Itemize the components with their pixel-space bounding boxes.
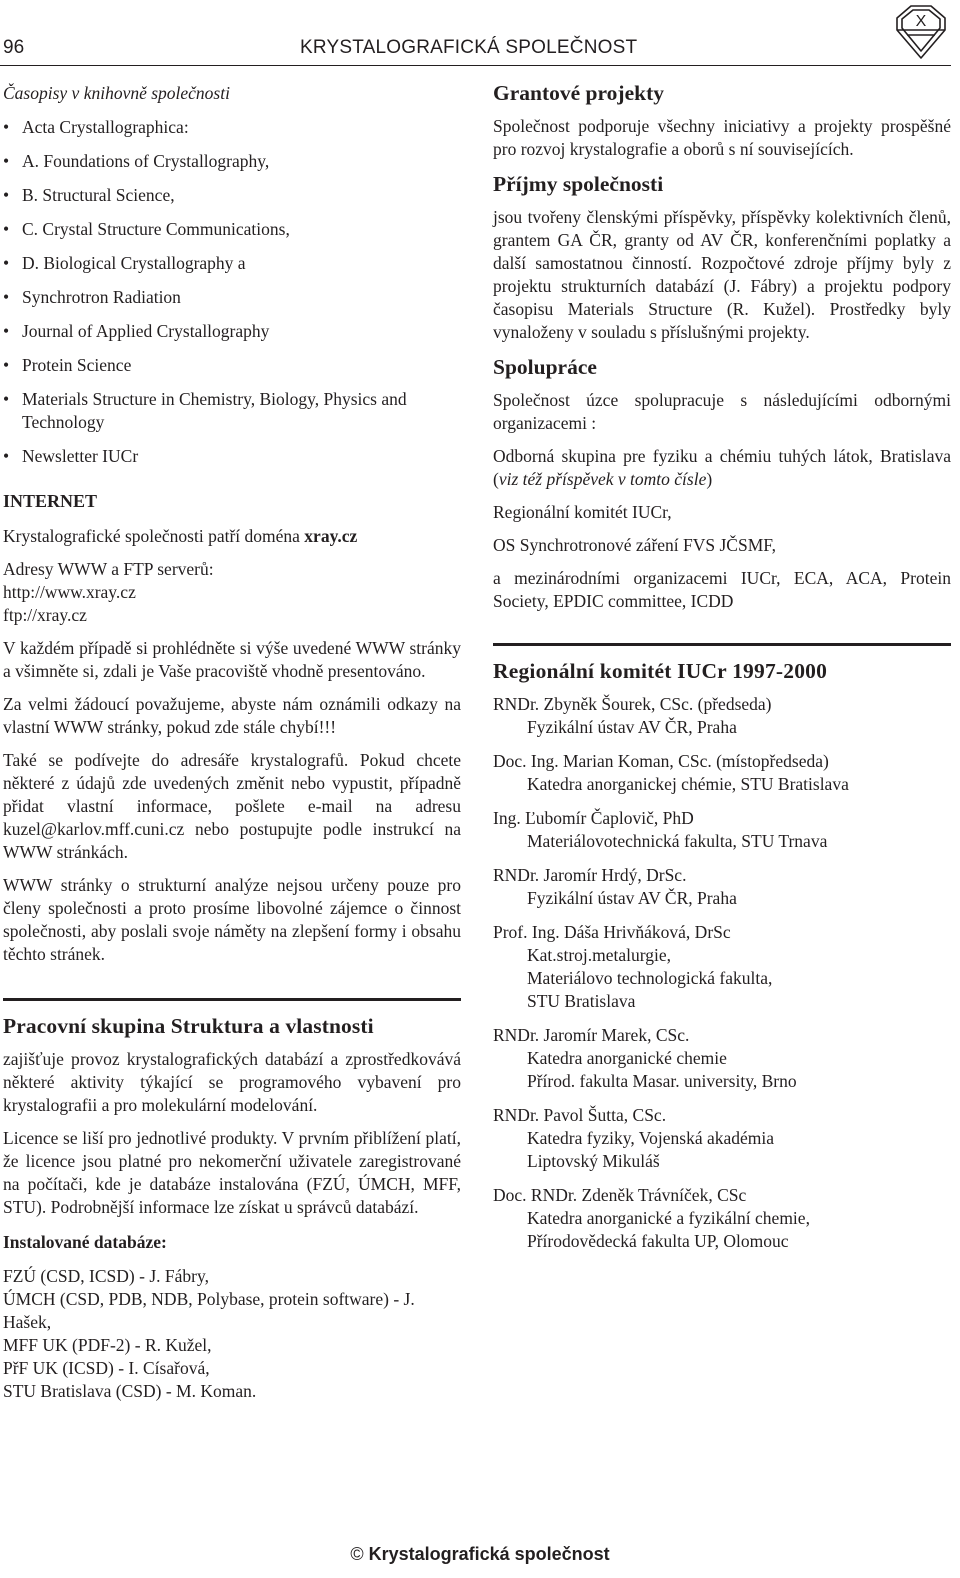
running-title: KRYSTALOGRAFICKÁ SPOLEČNOST: [300, 37, 638, 58]
committee-member: [493, 1024, 951, 1093]
list-item: • Materials Structure in Chemistry, Biology, Physics and Technology: [3, 388, 461, 434]
member-affiliation: Přírodovědecká fakulta UP, Olomouc: [527, 1231, 789, 1251]
member-affiliation: Kat.stroj.metalurgie,: [527, 945, 672, 965]
member-affiliation: Katedra anorganickej chémie, STU Bratislava: [527, 774, 849, 794]
ftp-link[interactable]: ftp://xray.cz: [3, 605, 87, 625]
member-affiliation: Liptovský Mikuláš: [527, 1151, 660, 1171]
internet-heading: INTERNET: [3, 491, 98, 511]
list-item: • D. Biological Crystallography a: [3, 252, 461, 275]
servers-label: Adresy WWW a FTP serverů:: [3, 559, 214, 579]
domain-link[interactable]: xray.cz: [304, 526, 358, 546]
list-item: FZÚ (CSD, ICSD) - J. Fábry,: [3, 1266, 209, 1286]
cooperation-org-1: [493, 445, 951, 491]
member-affiliation: STU Bratislava: [527, 991, 636, 1011]
journals-list: [3, 116, 461, 468]
working-group-heading: Pracovní skupina Struktura a vlastnosti: [3, 1014, 374, 1038]
databases-list: [3, 1265, 461, 1403]
society-logo: [893, 4, 949, 62]
committee-member: [493, 693, 951, 739]
member-affiliation: Fyzikální ústav AV ČR, Praha: [527, 717, 737, 737]
footer-text: Krystalografická společnost: [368, 1544, 610, 1564]
header-rule: [0, 65, 951, 66]
member-name: Doc. RNDr. Zdeněk Trávníček, CSc: [493, 1185, 747, 1205]
internet-paragraph-3: Také se podívejte do adresáře krystalografů. Pokud chcete některé z údajů zde uvedených změnit nebo vypustit, případně přidat vlastní informace, pošlete e-mail na adresu kuzel@karlov.mff.cuni.cz nebo postupujte podle instrukcí na WWW stránkách.: [3, 750, 461, 862]
list-item: MFF UK (PDF-2) - R. Kužel,: [3, 1335, 212, 1355]
grants-heading: Grantové projekty: [493, 81, 664, 105]
cooperation-org-4: a mezinárodními organizacemi IUCr, ECA, ACA, Protein Society, EPDIC committee, ICDD: [493, 568, 951, 611]
member-name: RNDr. Jaromír Hrdý, DrSc.: [493, 865, 687, 885]
domain-text: Krystalografické společnosti patří doména: [3, 526, 305, 546]
committee-member: [493, 807, 951, 853]
committee-heading: Regionální komitét IUCr 1997-2000: [493, 659, 828, 683]
cooperation-intro: Společnost úzce spolupracuje s následujícími odbornými organizacemi :: [493, 390, 951, 433]
copyright-icon: ©: [350, 1544, 364, 1564]
member-affiliation: Katedra anorganické chemie: [527, 1048, 727, 1068]
income-text: jsou tvořeny členskými příspěvky, příspěvky kolektivních členů, grantem GA ČR, granty od AV ČR, konferenčními poplatky a další samostatnou činností. Rozpočtové zdroje příjmy byly z projektu strukturních databází (J. Fábry) a projektu podpory časopisu Materials Structure (R. Kužel). Prostředky byly vynaloženy v souladu s příslušnými projekty.: [493, 207, 951, 342]
page-header: [0, 0, 960, 70]
list-item: • Journal of Applied Crystallography: [3, 320, 461, 343]
member-name: Prof. Ing. Dáša Hrivňáková, DrSc: [493, 922, 731, 942]
member-affiliation: Katedra fyziky, Vojenská akadémia: [527, 1128, 775, 1148]
section-divider: [3, 998, 461, 1001]
committee-member: [493, 921, 951, 1013]
org-1-note: viz též příspěvek v tomto čísle: [498, 469, 707, 489]
list-item: • Acta Crystallographica:: [3, 116, 461, 139]
org-1-text: Odborná skupina pre fyziku a chémiu tuhých látok, Bratislava (: [493, 446, 951, 489]
list-item: PřF UK (ICSD) - I. Císařová,: [3, 1358, 210, 1378]
list-item: • A. Foundations of Crystallography,: [3, 150, 461, 173]
member-affiliation: Materiálovo technologická fakulta,: [527, 968, 773, 988]
committee-member: [493, 1184, 951, 1253]
committee-member: [493, 864, 951, 910]
member-affiliation: Materiálovotechnická fakulta, STU Trnava: [527, 831, 828, 851]
working-group-paragraph-1: zajišťuje provoz krystalografických databází a zprostředkovává některé aktivity týkající se programového vybavení pro krystalografii a pro molekulární modelování.: [3, 1049, 461, 1115]
member-name: RNDr. Zbyněk Šourek, CSc. (předseda): [493, 694, 772, 714]
journals-heading: Časopisy v knihovně společnosti: [3, 83, 230, 103]
left-column: [3, 82, 461, 1403]
list-item: • Protein Science: [3, 354, 461, 377]
page-number: 96: [3, 37, 25, 58]
right-column: [493, 82, 951, 1264]
list-item: ÚMCH (CSD, PDB, NDB, Polybase, protein software) - J. Hašek,: [3, 1289, 415, 1332]
member-name: RNDr. Jaromír Marek, CSc.: [493, 1025, 690, 1045]
member-affiliation: Přírod. fakulta Masar. university, Brno: [527, 1071, 797, 1091]
cooperation-org-2: Regionální komitét IUCr,: [493, 502, 672, 522]
internet-paragraph-4: WWW stránky o strukturní analýze nejsou určeny pouze pro členy společnosti a proto prosíme libovolné zájemce o činnost společnosti, aby poslali svoje náměty na zlepšení formy i obsahu těchto stránek.: [3, 875, 461, 964]
member-name: RNDr. Pavol Šutta, CSc.: [493, 1105, 667, 1125]
list-item: STU Bratislava (CSD) - M. Koman.: [3, 1381, 257, 1401]
org-1-close: ): [706, 469, 713, 489]
internet-paragraph-2: Za velmi žádoucí považujeme, abyste nám oznámili odkazy na vlastní WWW stránky, pokud zde stále chybí!!!: [3, 694, 461, 737]
working-group-paragraph-2: Licence se liší pro jednotlivé produkty. V prvním přiblížení platí, že licence jsou platné pro nekomerční uživatele zaregistrované na počítači, kde je databáze instalována (FZÚ, ÚMCH, MFF, STU). Podrobnější informace lze získat u správců databází.: [3, 1128, 461, 1217]
member-affiliation: Katedra anorganické a fyzikální chemie,: [527, 1208, 810, 1228]
committee-member: [493, 750, 951, 796]
member-name: Ing. Ľubomír Čaplovič, PhD: [493, 808, 694, 828]
list-item: • Newsletter IUCr: [3, 445, 461, 468]
income-heading: Příjmy společnosti: [493, 172, 664, 196]
cooperation-heading: Spolupráce: [493, 355, 597, 379]
databases-heading: Instalované databáze:: [3, 1232, 167, 1252]
committee-list: [493, 693, 951, 1253]
committee-member: [493, 1104, 951, 1173]
domain-paragraph: [3, 525, 461, 548]
page-footer: [0, 1544, 960, 1565]
www-link[interactable]: http://www.xray.cz: [3, 582, 136, 602]
list-item: • C. Crystal Structure Communications,: [3, 218, 461, 241]
list-item: • Synchrotron Radiation: [3, 286, 461, 309]
grants-text: Společnost podporuje všechny iniciativy a projekty prospěšné pro rozvoj krystalografie a oborů s ní souvisejících.: [493, 116, 951, 159]
internet-paragraph-1: V každém případě si prohlédněte si výše uvedené WWW stránky a všimněte si, zdali je Vaše pracoviště vhodně presentováno.: [3, 638, 461, 681]
member-affiliation: Fyzikální ústav AV ČR, Praha: [527, 888, 737, 908]
cooperation-org-3: OS Synchrotronové záření FVS JČSMF,: [493, 535, 776, 555]
section-divider: [493, 643, 951, 646]
logo-letter: X: [915, 13, 927, 30]
list-item: • B. Structural Science,: [3, 184, 461, 207]
member-name: Doc. Ing. Marian Koman, CSc. (místopředseda): [493, 751, 829, 771]
